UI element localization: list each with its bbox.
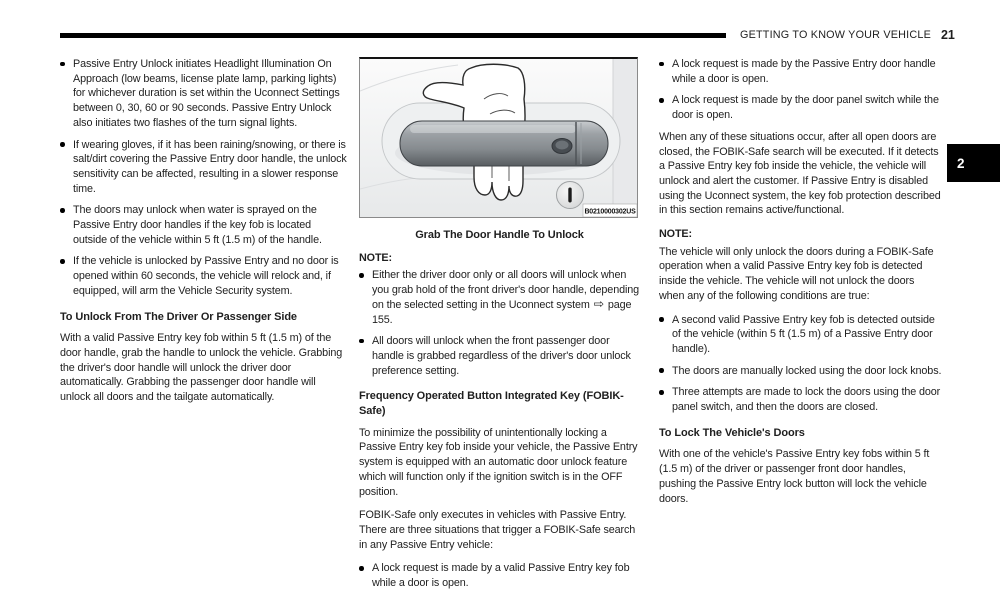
page-header (60, 28, 955, 42)
list-item (60, 57, 347, 131)
list-item (359, 268, 640, 327)
note-text-pre: Either the driver door only or all doors will unlock when you grab hold of the front driver's door handle, depending on the selected setting in the Uconnect system (372, 269, 640, 311)
door-handle (400, 121, 608, 166)
column-right (659, 57, 942, 515)
list-item (659, 313, 942, 357)
list-item (60, 254, 347, 298)
list-item (659, 93, 942, 122)
section-heading-unlock-driver-passenger: To Unlock From The Driver Or Passenger Side (60, 310, 297, 323)
list-item (359, 561, 640, 590)
bullet-icon (60, 254, 73, 298)
bullet-icon (60, 138, 73, 197)
list-item (659, 364, 942, 379)
bullet-icon (659, 93, 672, 122)
list-item (359, 334, 640, 378)
list-item-text (372, 268, 640, 327)
list-item-text: Three attempts are made to lock the doors using the door panel switch, and then the doors are closed. (672, 386, 941, 414)
list-item-text: If the vehicle is unlocked by Passive Entry and no door is opened within 60 seconds, the vehicle will relock and, if equipped, will arm the Vehicle Security system. (73, 255, 339, 297)
list-item-text: A lock request is made by a valid Passive Entry key fob while a door is open. (372, 562, 630, 590)
paragraph: To minimize the possibility of unintentionally locking a Passive Entry key fob inside your vehicle, the Passive Entry system is equipped with an automatic door unlock feature which will function only if the ignition switch is in the OFF position. (359, 426, 638, 498)
paragraph: When any of these situations occur, after all open doors are closed, the FOBIK-Safe search will be executed. If it detects a Passive Entry key fob inside the vehicle, the vehicle will unlock and alert the customer. If Passive Entry is disabled using the Uconnect system, the key fob protection described in this section remains active/functional. (659, 130, 941, 217)
section-heading-fobik-safe: Frequency Operated Button Integrated Key (FOBIK-Safe) (359, 390, 624, 418)
figure-code-label (583, 204, 637, 217)
list-item-text: A lock request is made by the door panel switch while the door is open. (672, 94, 939, 122)
list-item (60, 203, 347, 247)
page-number: 21 (940, 28, 955, 42)
bullet-icon (359, 334, 372, 378)
paragraph: With a valid Passive Entry key fob within 5 ft (1.5 m) of the door handle, grab the handle to unlock the vehicle. Grabbing the driver's door handle will unlock the driver door automatically. Grabbing the passenger door handle will unlock all doors and the tailgate automatically. (60, 332, 343, 404)
bullet-icon (60, 203, 73, 247)
bullet-icon (659, 385, 672, 414)
list-item-text: Passive Entry Unlock initiates Headlight Illumination On Approach (low beams, license plate lamp, parking lights) for whichever duration is set within the Uconnect Settings between 0, 30, 60 or 90 seconds. Passive Entry Unlock also initiates two flashes of the turn signal lights. (73, 58, 340, 129)
bullet-icon (359, 561, 372, 590)
bullet-icon (659, 57, 672, 86)
list-item-text: The doors may unlock when water is sprayed on the Passive Entry door handles if the key fob is located outside of the vehicle within 5 ft (1.5 m) of the handle. (73, 204, 322, 246)
note-text: The vehicle will only unlock the doors during a FOBIK-Safe operation when a valid Passive Entry key fob is detected inside the vehicle. The vehicle will not unlock the doors when any of the following conditions are true: (659, 245, 934, 302)
note-label: NOTE: (359, 251, 392, 264)
note-label: NOTE: (659, 228, 692, 241)
chapter-title: GETTING TO KNOW YOUR VEHICLE (740, 29, 931, 41)
list-item-text: A lock request is made by the Passive Entry door handle while a door is open. (672, 58, 936, 85)
section-heading-lock-doors: To Lock The Vehicle's Doors (659, 426, 805, 439)
list-item-text: The doors are manually locked using the door lock knobs. (672, 364, 942, 377)
key-lock-cylinder (557, 182, 584, 209)
chapter-tab (947, 144, 1000, 182)
bullet-icon (659, 313, 672, 357)
bullet-icon (60, 57, 73, 131)
list-item (659, 57, 942, 86)
paragraph: FOBIK-Safe only executes in vehicles with Passive Entry. There are three situations that trigger a FOBIK-Safe search in any Passive Entry vehicle: (359, 509, 636, 551)
page-reference-arrow-icon: ⇨ (593, 296, 604, 311)
list-item (659, 385, 942, 414)
column-middle (359, 57, 640, 598)
door-handle-illustration (359, 57, 638, 218)
figure-code-text: B0210000302US (584, 208, 636, 216)
list-item-text: A second valid Passive Entry key fob is detected outside of the vehicle (within 5 ft (1.5 m) of a Passive Entry door handle). (672, 313, 935, 355)
paragraph: With one of the vehicle's Passive Entry key fobs within 5 ft (1.5 m) of the driver or passenger front door handles, pushing the Passive Entry lock button will lock the vehicle doors. (659, 448, 930, 505)
chapter-tab-label: 2 (957, 155, 965, 171)
list-item-text: If wearing gloves, if it has been raining/snowing, or there is salt/dirt covering the Passive Entry door handle, the unlock sensitivity can be affected, resulting in a slower response time. (73, 138, 347, 195)
figure-caption: Grab The Door Handle To Unlock (415, 229, 584, 241)
page-reference-text: page 155. (372, 298, 632, 326)
list-item-text: All doors will unlock when the front passenger door handle is grabbed regardless of the driver's door unlock preference setting. (372, 335, 631, 377)
header-rule (60, 33, 726, 38)
bullet-icon (359, 268, 372, 327)
bullet-icon (659, 364, 672, 379)
column-left (60, 57, 347, 414)
list-item (60, 138, 347, 197)
